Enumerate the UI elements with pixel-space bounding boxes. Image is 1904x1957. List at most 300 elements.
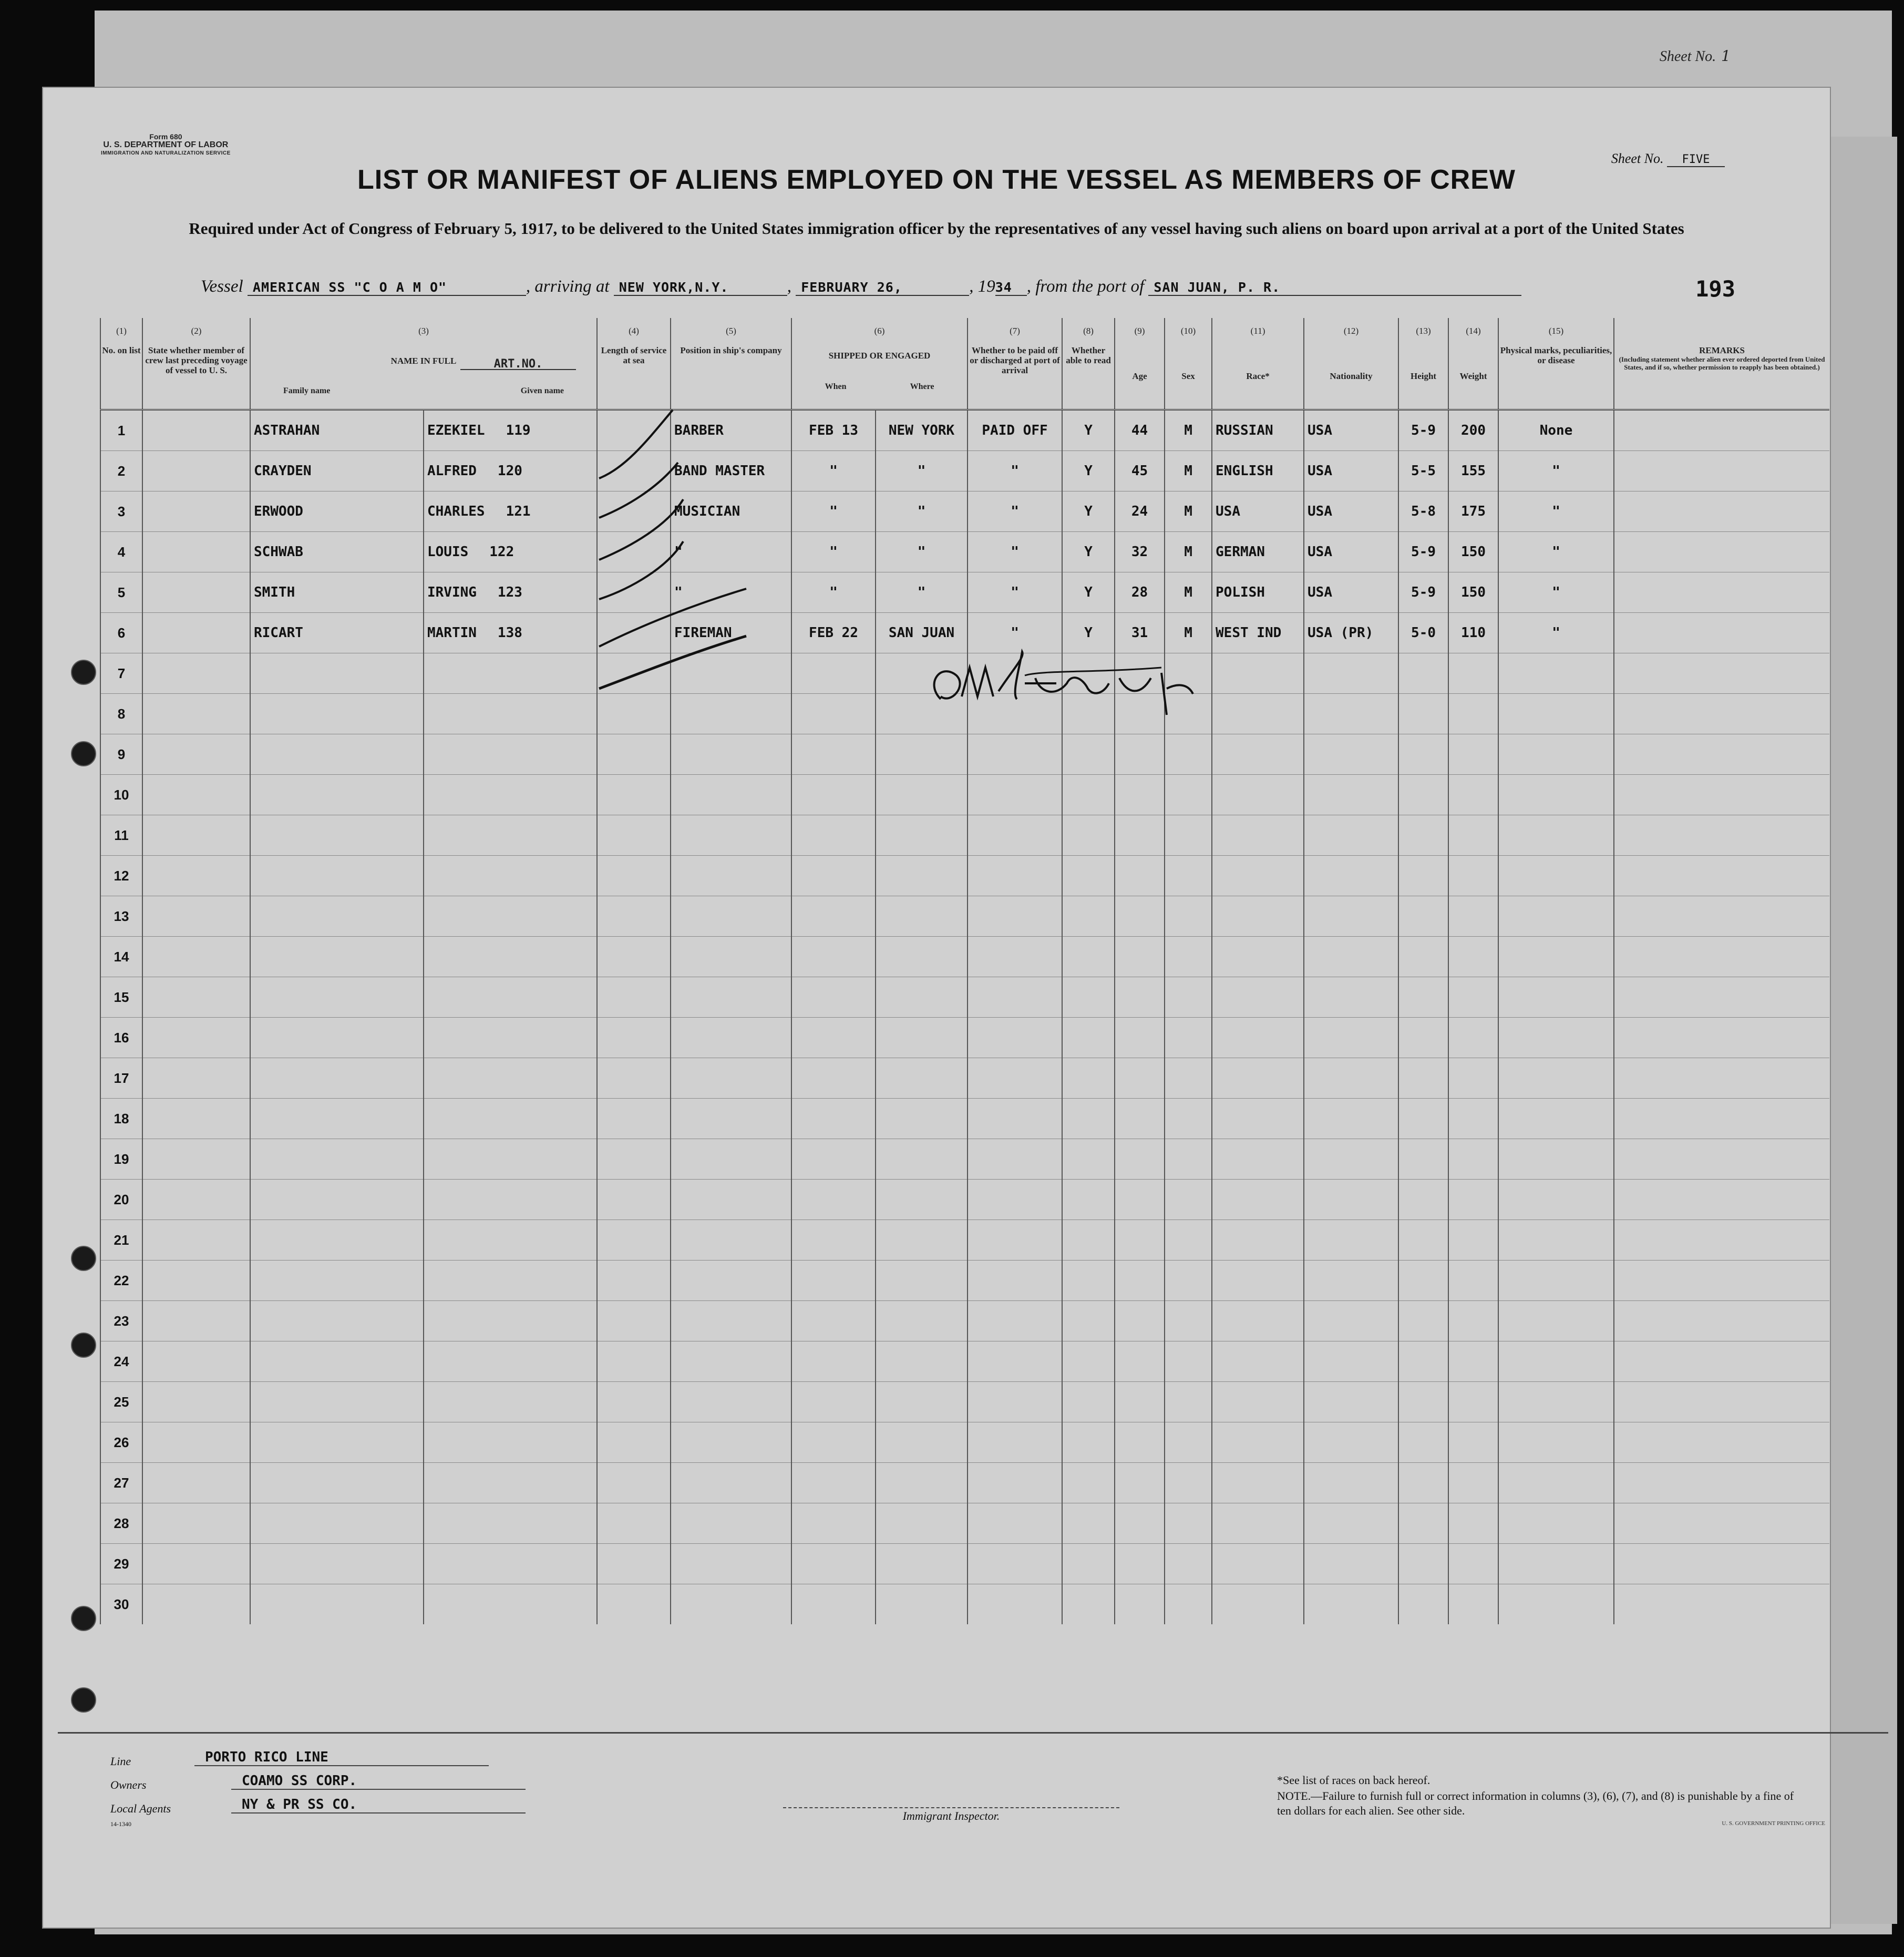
- physical-marks: ": [1498, 532, 1614, 572]
- vessel-name: AMERICAN SS "C O A M O": [248, 280, 526, 296]
- last-voyage-cell: [142, 1058, 250, 1099]
- row-number: 7: [100, 653, 142, 694]
- race-note: *See list of races on back hereof.: [1277, 1774, 1430, 1787]
- sex: [1165, 1261, 1212, 1301]
- able-to-read: [1062, 937, 1115, 977]
- shipped-when: [791, 856, 876, 896]
- race: [1212, 775, 1304, 815]
- age: 24: [1115, 491, 1165, 532]
- row-number: 21: [100, 1220, 142, 1261]
- where-label: Where: [910, 382, 934, 391]
- last-voyage-cell: [142, 1584, 250, 1625]
- remarks-cell: [1614, 815, 1829, 856]
- physical-marks: [1498, 1018, 1614, 1058]
- last-voyage-cell: [142, 532, 250, 572]
- paid-off: [968, 1301, 1062, 1341]
- height: 5-5: [1398, 451, 1448, 491]
- header-nationality: Nationality: [1304, 343, 1398, 410]
- arriving-port: NEW YORK,N.Y.: [614, 280, 787, 296]
- race: [1212, 1099, 1304, 1139]
- service-length-cell: [597, 734, 671, 775]
- table-row: [100, 451, 1829, 491]
- physical-marks: [1498, 1463, 1614, 1503]
- given-name: [424, 1220, 597, 1261]
- shipped-when: ": [791, 532, 876, 572]
- physical-marks: [1498, 1220, 1614, 1261]
- remarks-cell: [1614, 1139, 1829, 1180]
- row-number: 6: [100, 613, 142, 653]
- binder-hole: [71, 741, 96, 766]
- last-voyage-cell: [142, 1382, 250, 1422]
- family-name: [250, 1099, 424, 1139]
- physical-marks: [1498, 856, 1614, 896]
- given-name-text: CHARLES: [427, 504, 485, 519]
- age: [1115, 1261, 1165, 1301]
- sex: [1165, 1463, 1212, 1503]
- given-name: [424, 532, 597, 572]
- table-row: [100, 1503, 1829, 1544]
- shipped-when: ": [791, 491, 876, 532]
- shipped-when: [791, 1301, 876, 1341]
- header-length-of-service: Length of service at sea: [597, 343, 671, 410]
- sex: [1165, 856, 1212, 896]
- race: [1212, 1058, 1304, 1099]
- col-num-remarks: [1614, 318, 1829, 343]
- weight: [1448, 1382, 1498, 1422]
- position: [671, 937, 791, 977]
- paid-off: [968, 937, 1062, 977]
- penalty-note: NOTE.—Failure to furnish full or correct information in columns (3), (6), (7), and (8) is punishable by a fine of ten dollars for each alien. See other side.: [1277, 1789, 1794, 1817]
- table-row: [100, 410, 1829, 451]
- age: 44: [1115, 410, 1165, 451]
- height: [1398, 1058, 1448, 1099]
- given-name: [424, 1422, 597, 1463]
- weight: [1448, 977, 1498, 1018]
- nationality: [1304, 694, 1398, 734]
- family-name: [250, 1544, 424, 1584]
- race: [1212, 815, 1304, 856]
- height: [1398, 937, 1448, 977]
- height: [1398, 815, 1448, 856]
- family-name: [250, 1301, 424, 1341]
- physical-marks: [1498, 1544, 1614, 1584]
- nationality: [1304, 1463, 1398, 1503]
- paid-off: ": [968, 491, 1062, 532]
- art-no-label: ART.NO.: [460, 359, 576, 370]
- sex: [1165, 775, 1212, 815]
- header-race: Race*: [1212, 343, 1304, 410]
- height: [1398, 1220, 1448, 1261]
- binder-hole: [71, 1606, 96, 1631]
- age: [1115, 937, 1165, 977]
- family-name: [250, 775, 424, 815]
- age: [1115, 1463, 1165, 1503]
- position: [671, 856, 791, 896]
- sex: M: [1165, 491, 1212, 532]
- position: BAND MASTER: [671, 451, 791, 491]
- paid-off: [968, 775, 1062, 815]
- row-number: 5: [100, 572, 142, 613]
- shipped-where: [876, 815, 968, 856]
- race: [1212, 734, 1304, 775]
- paid-off: [968, 1261, 1062, 1301]
- age: [1115, 1544, 1165, 1584]
- weight: [1448, 1463, 1498, 1503]
- physical-marks: [1498, 977, 1614, 1018]
- physical-marks: [1498, 1261, 1614, 1301]
- shipped-where: NEW YORK: [876, 410, 968, 451]
- sheet-label: Sheet No.: [1611, 151, 1664, 166]
- table-row: [100, 1301, 1829, 1341]
- sex: M: [1165, 410, 1212, 451]
- top-sheet-number: [1660, 47, 1731, 65]
- physical-marks: ": [1498, 491, 1614, 532]
- family-name: [250, 1261, 424, 1301]
- last-voyage-cell: [142, 491, 250, 532]
- sex: M: [1165, 613, 1212, 653]
- shipped-where: [876, 1058, 968, 1099]
- paid-off: [968, 1584, 1062, 1625]
- race: [1212, 694, 1304, 734]
- art-number: 121: [506, 504, 531, 519]
- shipped-when: [791, 775, 876, 815]
- arrival-year: 34: [995, 280, 1027, 296]
- shipped-where: [876, 937, 968, 977]
- paid-off: [968, 896, 1062, 937]
- height: [1398, 856, 1448, 896]
- family-name: [250, 896, 424, 937]
- header-remarks: [1614, 343, 1829, 410]
- shipped-where: [876, 977, 968, 1018]
- last-voyage-cell: [142, 734, 250, 775]
- given-name: [424, 977, 597, 1018]
- last-voyage-cell: [142, 856, 250, 896]
- given-name: [424, 1544, 597, 1584]
- given-name: [424, 856, 597, 896]
- weight: [1448, 694, 1498, 734]
- remarks-cell: [1614, 1463, 1829, 1503]
- position: [671, 1261, 791, 1301]
- weight: [1448, 1422, 1498, 1463]
- shipped-where: [876, 1261, 968, 1301]
- last-voyage-cell: [142, 937, 250, 977]
- paid-off: [968, 1463, 1062, 1503]
- last-voyage-cell: [142, 1301, 250, 1341]
- remarks-label: REMARKS: [1699, 345, 1745, 355]
- row-number: 19: [100, 1139, 142, 1180]
- row-number: 9: [100, 734, 142, 775]
- height: [1398, 1261, 1448, 1301]
- last-voyage-cell: [142, 1139, 250, 1180]
- age: [1115, 1584, 1165, 1625]
- shipped-when: [791, 734, 876, 775]
- race: [1212, 977, 1304, 1018]
- physical-marks: [1498, 1301, 1614, 1341]
- position: [671, 775, 791, 815]
- position: [671, 1341, 791, 1382]
- sex: [1165, 815, 1212, 856]
- given-name: [424, 734, 597, 775]
- height: [1398, 653, 1448, 694]
- remarks-cell: [1614, 572, 1829, 613]
- col-num-2: (2): [142, 318, 250, 343]
- given-name: [424, 451, 597, 491]
- age: [1115, 1180, 1165, 1220]
- remarks-cell: [1614, 1503, 1829, 1544]
- shipped-where: [876, 1341, 968, 1382]
- given-name: [424, 1503, 597, 1544]
- given-name: [424, 491, 597, 532]
- able-to-read: [1062, 1584, 1115, 1625]
- shipped-when: [791, 1261, 876, 1301]
- height: [1398, 734, 1448, 775]
- shipped-where: [876, 1180, 968, 1220]
- col-num-11: (11): [1212, 318, 1304, 343]
- header-physical-marks: Physical marks, peculiarities, or disease: [1498, 343, 1614, 410]
- physical-marks: [1498, 1422, 1614, 1463]
- from-port-label: , from the port of: [1026, 277, 1145, 296]
- shipped-when: [791, 1018, 876, 1058]
- shipped-when: [791, 937, 876, 977]
- age: [1115, 734, 1165, 775]
- service-length-cell: [597, 896, 671, 937]
- position: [671, 1058, 791, 1099]
- height: [1398, 1099, 1448, 1139]
- race: [1212, 937, 1304, 977]
- weight: [1448, 1584, 1498, 1625]
- sex: M: [1165, 572, 1212, 613]
- last-voyage-cell: [142, 1180, 250, 1220]
- family-name: [250, 1220, 424, 1261]
- height: [1398, 1382, 1448, 1422]
- weight: [1448, 1503, 1498, 1544]
- shipped-when: [791, 1544, 876, 1584]
- sex: [1165, 1503, 1212, 1544]
- nationality: [1304, 937, 1398, 977]
- able-to-read: Y: [1062, 410, 1115, 451]
- race: [1212, 1463, 1304, 1503]
- binder-hole: [71, 660, 96, 685]
- given-name: [424, 775, 597, 815]
- remarks-cell: [1614, 977, 1829, 1018]
- physical-marks: [1498, 653, 1614, 694]
- given-name-label: Given name: [520, 386, 564, 395]
- service-length-cell: [597, 1220, 671, 1261]
- table-row: [100, 815, 1829, 856]
- weight: [1448, 937, 1498, 977]
- weight: [1448, 1220, 1498, 1261]
- position: [671, 734, 791, 775]
- nationality: [1304, 896, 1398, 937]
- able-to-read: Y: [1062, 491, 1115, 532]
- row-number: 16: [100, 1018, 142, 1058]
- physical-marks: [1498, 1058, 1614, 1099]
- paid-off: ": [968, 532, 1062, 572]
- header-sex: Sex: [1165, 343, 1212, 410]
- service-length-cell: [597, 937, 671, 977]
- table-row: [100, 977, 1829, 1018]
- service-length-cell: [597, 1301, 671, 1341]
- nationality: [1304, 1382, 1398, 1422]
- able-to-read: [1062, 734, 1115, 775]
- given-name: [424, 1341, 597, 1382]
- nationality: [1304, 815, 1398, 856]
- height: 5-9: [1398, 532, 1448, 572]
- position: ": [671, 532, 791, 572]
- family-name: SMITH: [250, 572, 424, 613]
- weight: [1448, 1018, 1498, 1058]
- row-number: 4: [100, 532, 142, 572]
- age: [1115, 1139, 1165, 1180]
- table-row: [100, 491, 1829, 532]
- family-name: SCHWAB: [250, 532, 424, 572]
- shipped-when: [791, 694, 876, 734]
- nationality: [1304, 1301, 1398, 1341]
- row-number: 12: [100, 856, 142, 896]
- shipped-engaged-label: SHIPPED OR ENGAGED: [828, 351, 931, 361]
- last-voyage-cell: [142, 1099, 250, 1139]
- shipped-where: [876, 775, 968, 815]
- paid-off: [968, 1544, 1062, 1584]
- table-row: [100, 1382, 1829, 1422]
- shipped-where: SAN JUAN: [876, 613, 968, 653]
- weight: 175: [1448, 491, 1498, 532]
- remarks-cell: [1614, 1584, 1829, 1625]
- last-voyage-cell: [142, 775, 250, 815]
- sex: [1165, 1544, 1212, 1584]
- paid-off: PAID OFF: [968, 410, 1062, 451]
- binder-hole: [71, 1246, 96, 1271]
- age: [1115, 1220, 1165, 1261]
- nationality: [1304, 734, 1398, 775]
- weight: [1448, 856, 1498, 896]
- nationality: [1304, 1058, 1398, 1099]
- nationality: [1304, 1422, 1398, 1463]
- weight: [1448, 775, 1498, 815]
- last-voyage-cell: [142, 1544, 250, 1584]
- nationality: [1304, 775, 1398, 815]
- header-shipped-engaged: [791, 343, 968, 410]
- position: [671, 1463, 791, 1503]
- race: POLISH: [1212, 572, 1304, 613]
- shipped-when: FEB 22: [791, 613, 876, 653]
- paid-off: [968, 1058, 1062, 1099]
- shipped-when: [791, 896, 876, 937]
- year-prefix: , 19: [969, 277, 995, 296]
- able-to-read: [1062, 977, 1115, 1018]
- given-name: [424, 1180, 597, 1220]
- height: [1398, 1018, 1448, 1058]
- able-to-read: [1062, 1180, 1115, 1220]
- header-last-voyage: State whether member of crew last preceding voyage of vessel to U. S.: [142, 343, 250, 410]
- col-num-13: (13): [1398, 318, 1448, 343]
- shipped-when: ": [791, 451, 876, 491]
- top-sheet-label: Sheet No.: [1659, 48, 1716, 65]
- row-number: 2: [100, 451, 142, 491]
- position: [671, 1382, 791, 1422]
- row-number: 14: [100, 937, 142, 977]
- shipped-when: [791, 1099, 876, 1139]
- last-voyage-cell: [142, 1341, 250, 1382]
- table-row: [100, 856, 1829, 896]
- last-voyage-cell: [142, 896, 250, 937]
- age: 28: [1115, 572, 1165, 613]
- table-row: [100, 1099, 1829, 1139]
- family-name: [250, 694, 424, 734]
- table-row: [100, 1058, 1829, 1099]
- row-number: 29: [100, 1544, 142, 1584]
- given-name-text: LOUIS: [427, 544, 469, 560]
- owners-label: Owners: [110, 1778, 147, 1791]
- nationality: [1304, 1139, 1398, 1180]
- physical-marks: [1498, 1180, 1614, 1220]
- shipped-when: [791, 1341, 876, 1382]
- shipped-where: [876, 1503, 968, 1544]
- service-length-cell: [597, 1544, 671, 1584]
- remarks-cell: [1614, 410, 1829, 451]
- weight: [1448, 1301, 1498, 1341]
- shipped-when: [791, 1584, 876, 1625]
- remarks-cell: [1614, 694, 1829, 734]
- height: [1398, 1341, 1448, 1382]
- shipped-when: FEB 13: [791, 410, 876, 451]
- age: 32: [1115, 532, 1165, 572]
- remarks-cell: [1614, 532, 1829, 572]
- age: [1115, 1099, 1165, 1139]
- age: [1115, 1301, 1165, 1341]
- able-to-read: Y: [1062, 532, 1115, 572]
- line-label: Line: [110, 1755, 131, 1768]
- family-name: [250, 1422, 424, 1463]
- shipped-where: [876, 734, 968, 775]
- paid-off: ": [968, 572, 1062, 613]
- able-to-read: [1062, 1018, 1115, 1058]
- able-to-read: [1062, 1503, 1115, 1544]
- departure-port: SAN JUAN, P. R.: [1148, 280, 1521, 296]
- remarks-cell: [1614, 1382, 1829, 1422]
- nationality: [1304, 1261, 1398, 1301]
- position: [671, 896, 791, 937]
- given-name: [424, 815, 597, 856]
- race: RUSSIAN: [1212, 410, 1304, 451]
- position: [671, 977, 791, 1018]
- family-name: [250, 1463, 424, 1503]
- age: [1115, 896, 1165, 937]
- col-num-8: (8): [1062, 318, 1115, 343]
- sex: [1165, 1341, 1212, 1382]
- remarks-cell: [1614, 937, 1829, 977]
- table-row: [100, 572, 1829, 613]
- shipped-when: [791, 815, 876, 856]
- sex: [1165, 1422, 1212, 1463]
- given-name: [424, 896, 597, 937]
- able-to-read: [1062, 856, 1115, 896]
- physical-marks: [1498, 1099, 1614, 1139]
- back-sheet-edge: [1829, 137, 1897, 1924]
- shipped-when: [791, 1180, 876, 1220]
- physical-marks: [1498, 1584, 1614, 1625]
- form-department: U. S. DEPARTMENT OF LABOR: [103, 140, 229, 149]
- col-num-10: (10): [1165, 318, 1212, 343]
- col-num-12: (12): [1304, 318, 1398, 343]
- nationality: USA: [1304, 572, 1398, 613]
- nationality: [1304, 1018, 1398, 1058]
- row-number: 22: [100, 1261, 142, 1301]
- able-to-read: [1062, 1220, 1115, 1261]
- family-name: CRAYDEN: [250, 451, 424, 491]
- last-voyage-cell: [142, 1463, 250, 1503]
- race: [1212, 1261, 1304, 1301]
